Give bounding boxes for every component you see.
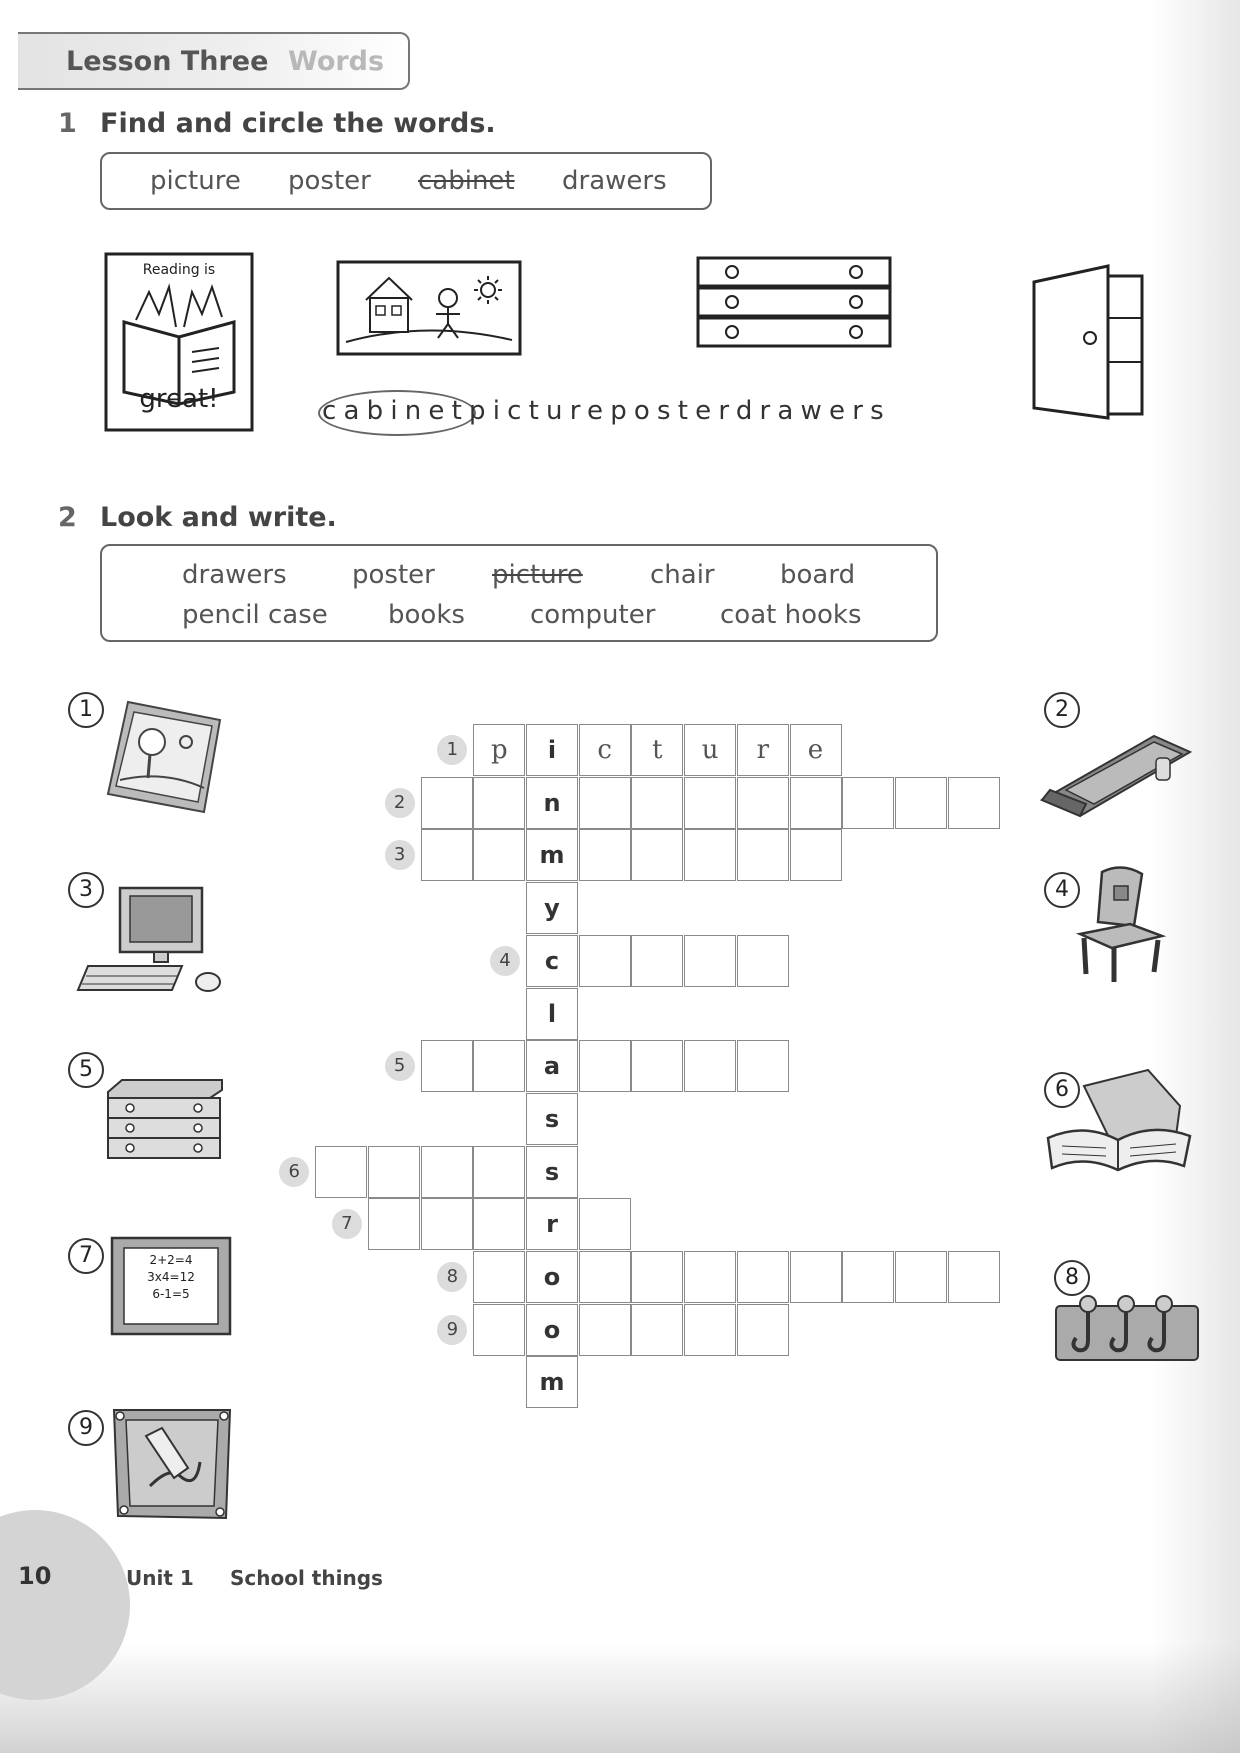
crossword-clue-number: 7 bbox=[332, 1209, 362, 1239]
word-drawers: drawers bbox=[562, 166, 667, 196]
crossword-key-cell[interactable]: n bbox=[526, 777, 578, 829]
crossword-answer-cell[interactable]: t bbox=[631, 724, 683, 776]
crossword-cell[interactable] bbox=[631, 777, 683, 829]
drawers-icon bbox=[106, 1078, 226, 1162]
crossword-cell[interactable] bbox=[315, 1146, 367, 1198]
crossword-answer-cell[interactable]: p bbox=[473, 724, 525, 776]
crossword-clue-number: 6 bbox=[279, 1157, 309, 1187]
crossword-clue-number: 4 bbox=[490, 946, 520, 976]
crossword-answer-cell[interactable]: r bbox=[737, 724, 789, 776]
crossword-cell[interactable] bbox=[948, 777, 1000, 829]
crossword-key-cell[interactable]: s bbox=[526, 1146, 578, 1198]
chair-icon bbox=[1072, 862, 1168, 986]
crossword-clue-number: 9 bbox=[437, 1315, 467, 1345]
crossword-key-cell[interactable]: c bbox=[526, 935, 578, 987]
picture-number: 8 bbox=[1054, 1260, 1090, 1296]
section-label: Words bbox=[288, 46, 385, 77]
books-icon bbox=[1044, 1066, 1196, 1180]
crossword-cell[interactable] bbox=[790, 829, 842, 881]
picture-number: 9 bbox=[68, 1410, 104, 1446]
crossword-cell[interactable] bbox=[948, 1251, 1000, 1303]
crossword-cell[interactable] bbox=[895, 777, 947, 829]
coat-hooks-icon bbox=[1054, 1290, 1202, 1364]
word-computer: computer bbox=[530, 600, 656, 630]
crossword-cell[interactable] bbox=[473, 1040, 525, 1092]
word-picture: picture bbox=[150, 166, 241, 196]
crossword-clue-number: 5 bbox=[385, 1051, 415, 1081]
crossword-cell[interactable] bbox=[684, 777, 736, 829]
crossword-clue-number: 3 bbox=[385, 840, 415, 870]
picture-number: 1 bbox=[68, 692, 104, 728]
crossword-key-cell: y bbox=[526, 882, 578, 934]
picture-number: 2 bbox=[1044, 692, 1080, 728]
word-picture: picture bbox=[492, 560, 583, 590]
crossword-cell[interactable] bbox=[473, 777, 525, 829]
crossword-cell[interactable] bbox=[473, 1304, 525, 1356]
crossword-cell[interactable] bbox=[421, 1040, 473, 1092]
crossword-cell[interactable] bbox=[895, 1251, 947, 1303]
word-pencil-case: pencil case bbox=[182, 600, 328, 630]
drawers-picture bbox=[696, 256, 892, 352]
crossword-key-cell[interactable]: o bbox=[526, 1251, 578, 1303]
crossword-cell[interactable] bbox=[579, 1040, 631, 1092]
crossword-cell[interactable] bbox=[737, 829, 789, 881]
cabinet-picture bbox=[1030, 262, 1146, 422]
word-poster: poster bbox=[352, 560, 435, 590]
crossword-cell[interactable] bbox=[631, 1304, 683, 1356]
crossword-key-cell: m bbox=[526, 1356, 578, 1408]
crossword-cell[interactable] bbox=[579, 777, 631, 829]
crossword-cell[interactable] bbox=[421, 1198, 473, 1250]
crossword-key-cell[interactable]: a bbox=[526, 1040, 578, 1092]
reading-poster-picture bbox=[104, 252, 254, 432]
computer-icon bbox=[76, 884, 226, 998]
crossword-cell[interactable] bbox=[473, 829, 525, 881]
crossword-cell[interactable] bbox=[579, 1304, 631, 1356]
poster-icon bbox=[110, 1406, 234, 1522]
exercise-2-number: 2 bbox=[58, 502, 77, 533]
crossword-key-cell: l bbox=[526, 988, 578, 1040]
word-poster: poster bbox=[288, 166, 371, 196]
exercise-1-number: 1 bbox=[58, 108, 77, 139]
crossword-cell[interactable] bbox=[684, 1040, 736, 1092]
pencil-case-icon bbox=[1036, 730, 1196, 820]
picture-drawing-icon bbox=[104, 698, 224, 816]
crossword-cell[interactable] bbox=[631, 1040, 683, 1092]
crossword-cell[interactable] bbox=[421, 829, 473, 881]
crossword-cell[interactable] bbox=[473, 1198, 525, 1250]
word-drawers: drawers bbox=[182, 560, 287, 590]
exercise-2-word-box bbox=[100, 544, 938, 642]
crossword-cell[interactable] bbox=[737, 1251, 789, 1303]
word-board: board bbox=[780, 560, 856, 590]
crossword-cell[interactable] bbox=[842, 777, 894, 829]
crossword-cell[interactable] bbox=[790, 1251, 842, 1303]
crossword-cell[interactable] bbox=[684, 829, 736, 881]
picture-number: 3 bbox=[68, 872, 104, 908]
crossword-cell[interactable] bbox=[579, 829, 631, 881]
crossword-cell[interactable] bbox=[631, 829, 683, 881]
word-chair: chair bbox=[650, 560, 715, 590]
crossword-cell[interactable] bbox=[737, 1304, 789, 1356]
crossword-cell[interactable] bbox=[737, 777, 789, 829]
poster-text-top: Reading is bbox=[142, 262, 216, 278]
picture-number: 7 bbox=[68, 1238, 104, 1274]
letter-string: cabinetpictureposterdrawers bbox=[322, 396, 891, 426]
crossword-answer-cell[interactable]: c bbox=[579, 724, 631, 776]
crossword-cell[interactable] bbox=[368, 1198, 420, 1250]
crossword-cell[interactable] bbox=[790, 777, 842, 829]
crossword-clue-number: 8 bbox=[437, 1262, 467, 1292]
footer-unit: Unit 1 bbox=[126, 1566, 194, 1590]
crossword-cell[interactable] bbox=[368, 1146, 420, 1198]
crossword-cell[interactable] bbox=[421, 777, 473, 829]
crossword-cell[interactable] bbox=[579, 935, 631, 987]
exercise-1-word-box bbox=[100, 152, 712, 210]
exercise-2-title: Look and write. bbox=[100, 502, 337, 533]
word-coat-hooks: coat hooks bbox=[720, 600, 862, 630]
crossword-clue-number: 1 bbox=[437, 735, 467, 765]
page-number: 10 bbox=[18, 1562, 52, 1590]
picture-number: 5 bbox=[68, 1052, 104, 1088]
word-books: books bbox=[388, 600, 465, 630]
crossword-cell[interactable] bbox=[579, 1251, 631, 1303]
crossword-clue-number: 2 bbox=[385, 788, 415, 818]
crossword-cell[interactable] bbox=[684, 1251, 736, 1303]
board-line: 2+2=4 bbox=[149, 1253, 193, 1267]
crossword-cell[interactable] bbox=[631, 1251, 683, 1303]
crossword-cell[interactable] bbox=[631, 935, 683, 987]
crossword-key-cell: s bbox=[526, 1093, 578, 1145]
crossword-cell[interactable] bbox=[579, 1198, 631, 1250]
crossword-answer-cell[interactable]: e bbox=[790, 724, 842, 776]
picture-number: 6 bbox=[1044, 1072, 1080, 1108]
crossword-cell[interactable] bbox=[473, 1146, 525, 1198]
board-line: 6-1=5 bbox=[152, 1287, 190, 1301]
word-cabinet: cabinet bbox=[418, 166, 515, 196]
crossword-key-cell[interactable]: o bbox=[526, 1304, 578, 1356]
crossword-cell[interactable] bbox=[684, 935, 736, 987]
crossword-cell[interactable] bbox=[737, 1040, 789, 1092]
footer-topic: School things bbox=[230, 1566, 383, 1590]
crossword-cell[interactable] bbox=[473, 1251, 525, 1303]
crossword-answer-cell[interactable]: u bbox=[684, 724, 736, 776]
crossword-cell[interactable] bbox=[421, 1146, 473, 1198]
crossword-key-cell[interactable]: m bbox=[526, 829, 578, 881]
crossword-cell[interactable] bbox=[737, 935, 789, 987]
poster-text-bottom: great! bbox=[139, 384, 219, 414]
lesson-header bbox=[18, 32, 410, 90]
house-picture bbox=[336, 260, 522, 356]
board-line: 3x4=12 bbox=[147, 1270, 195, 1284]
crossword-cell[interactable] bbox=[842, 1251, 894, 1303]
crossword-key-cell[interactable]: i bbox=[526, 724, 578, 776]
board-icon bbox=[110, 1236, 232, 1336]
page-shadow-bottom bbox=[0, 1643, 1240, 1753]
crossword-key-cell[interactable]: r bbox=[526, 1198, 578, 1250]
picture-number: 4 bbox=[1044, 872, 1080, 908]
crossword-cell[interactable] bbox=[684, 1304, 736, 1356]
exercise-1-title: Find and circle the words. bbox=[100, 108, 496, 139]
lesson-label: Lesson Three bbox=[66, 46, 269, 77]
